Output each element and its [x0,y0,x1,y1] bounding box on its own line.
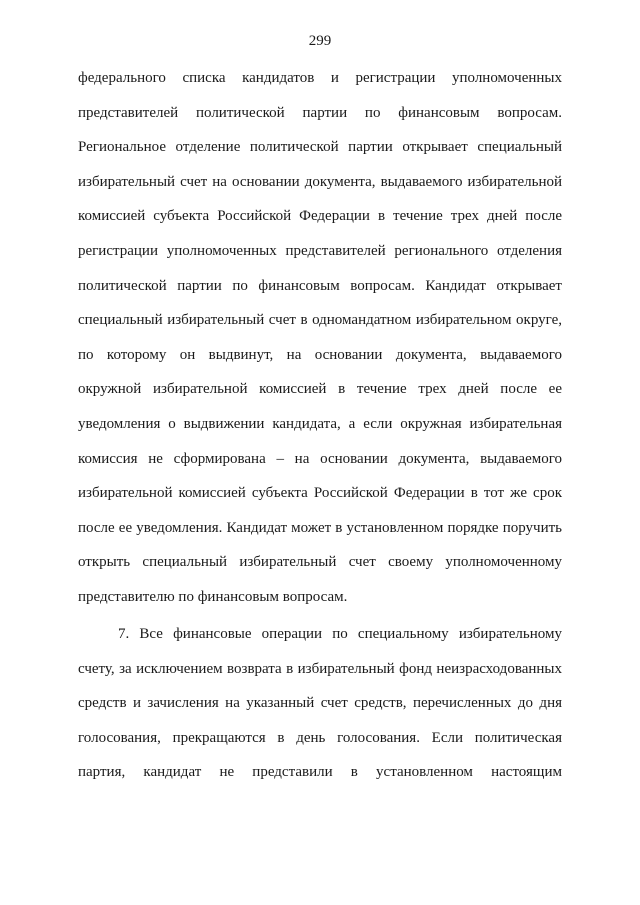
text-line: регистрации уполномоченных представителей регионального отделения [78,242,562,259]
text-line: Региональное отделение политической партии открывает специальный [78,139,562,156]
text-line: 7. Все финансовые операции по специальному избирательному [118,626,562,642]
text-line: окружной избирательной комиссией в течение трех дней после ее [78,381,562,398]
text-line: избирательной комиссией субъекта Российской Федерации в тот же срок [78,485,562,502]
text-line: федерального списка кандидатов и регистрации уполномоченных [78,70,562,86]
text-line: средств и зачисления на указанный счет средств, перечисленных до дня [78,695,562,712]
text-line: уведомления о выдвижении кандидата, а если окружная избирательная [78,415,562,432]
page-number: 299 [308,33,332,49]
text-line: комиссией субъекта Российской Федерации в течение трех дней после [78,208,562,225]
paragraph-item-7 [78,624,562,797]
text-line: комиссия не сформирована – на основании документа, выдаваемого [78,450,562,467]
text-line: избирательный счет на основании документа, выдаваемого избирательной [78,173,562,190]
text-line: представителей политической партии по финансовым вопросам. [78,104,562,121]
text-line: по которому он выдвинут, на основании документа, выдаваемого [78,346,562,363]
text-line: представителю по финансовым вопросам. [78,588,348,605]
text-line: голосования, прекращаются в день голосования. Если политическая [78,729,562,746]
text-line: специальный избирательный счет в одномандатном избирательном округе, [78,312,562,329]
text-line: после ее уведомления. Кандидат может в установленном порядке поручить [78,519,562,536]
text-line: партия, кандидат не представили в установленном настоящим [78,764,562,781]
text-line: счету, за исключением возврата в избирательный фонд неизрасходованных [78,660,562,677]
paragraph-continuation [78,68,562,622]
text-line: открыть специальный избирательный счет своему уполномоченному [78,554,562,571]
text-line: политической партии по финансовым вопросам. Кандидат открывает [78,277,562,294]
